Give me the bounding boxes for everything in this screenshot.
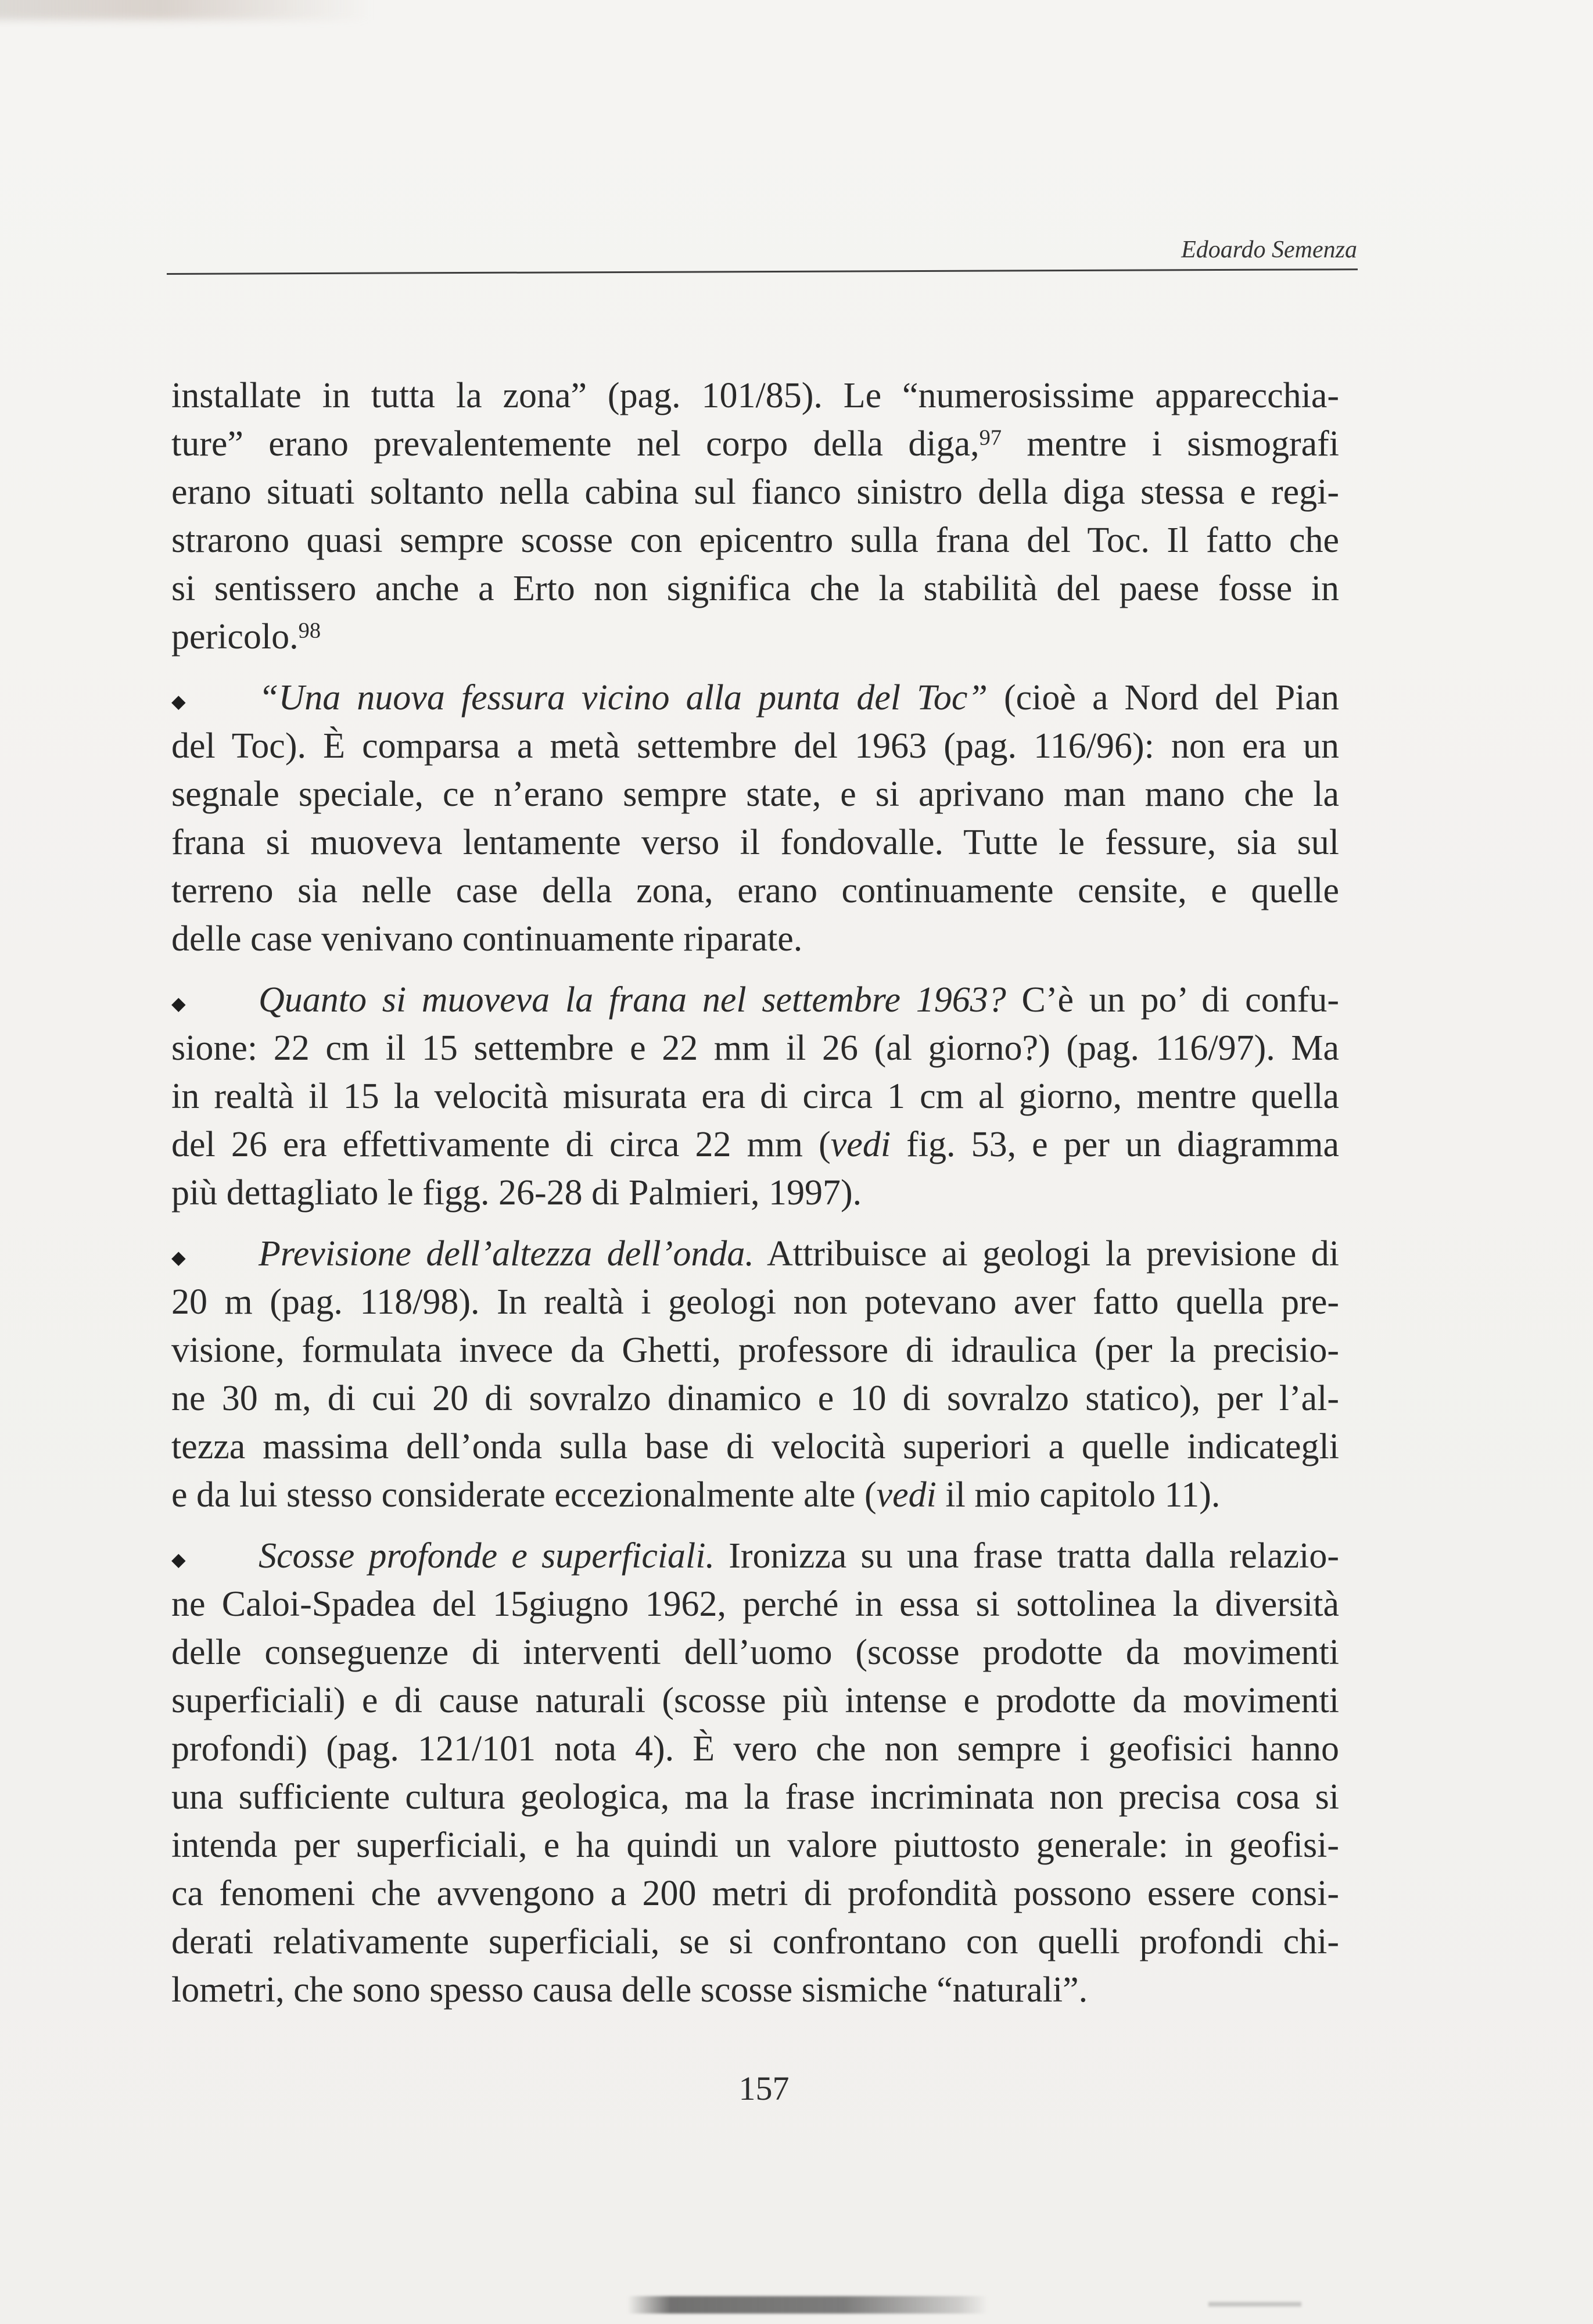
text-line: [171, 1629, 1339, 1677]
text-run: superficiali) e di cause naturali (scosse più intense e prodotte da movimenti: [171, 1681, 1339, 1720]
text-run: erano situati soltanto nella cabina sul fianco sinistro della diga stessa e regi-: [171, 472, 1339, 512]
paragraph: [171, 372, 1339, 661]
text-run: e da lui stesso considerate eccezionalmente alte (: [171, 1475, 877, 1515]
line-content: [171, 1870, 1339, 1918]
line-content: [171, 1580, 1339, 1629]
line-content: [171, 867, 1339, 915]
text-run: ca fenomeni che avvengono a 200 metri di profondità possono essere consi-: [171, 1874, 1339, 1913]
line-content: [171, 565, 1339, 613]
line-content: [171, 1326, 1339, 1375]
paragraph: [171, 1230, 1339, 1519]
text-line: [171, 517, 1339, 565]
paragraph: [171, 976, 1339, 1217]
line-content: [171, 613, 321, 661]
text-run: tezza massima dell’onda sulla base di velocità superiori a quelle indicategli: [171, 1427, 1339, 1466]
footnote-marker: 97: [979, 425, 1002, 450]
text-run: derati relativamente superficiali, se si confrontano con quelli profondi chi-: [171, 1922, 1339, 1961]
text-line: [171, 1918, 1339, 1966]
text-run: delle conseguenze di interventi dell’uomo (scosse prodotte da movimenti: [171, 1633, 1339, 1672]
text-line: [171, 1966, 1339, 2014]
line-content: [171, 915, 802, 963]
line-content: [171, 770, 1339, 819]
text-run: intenda per superficiali, e ha quindi un valore piuttosto generale: in geofisi-: [171, 1826, 1339, 1865]
italic-text: Previsione dell’altezza dell’onda.: [259, 1234, 754, 1274]
line-content: [171, 1121, 1339, 1169]
text-run: 20 m (pag. 118/98). In realtà i geologi non potevano aver fatto quella pre-: [171, 1282, 1339, 1322]
text-run: frana si muoveva lentamente verso il fondovalle. Tutte le fessure, sia sul: [171, 823, 1339, 862]
text-line: [171, 1423, 1339, 1471]
text-run: in realtà il 15 la velocità misurata era di circa 1 cm al giorno, mentre quella: [171, 1077, 1339, 1116]
text-line: [171, 1326, 1339, 1375]
scan-edge-shadow: [627, 2296, 988, 2314]
line-content: [171, 1725, 1339, 1773]
text-line: [171, 1121, 1339, 1169]
text-line: [171, 976, 1339, 1024]
line-content: [171, 420, 1339, 468]
text-line: [171, 1870, 1339, 1918]
text-line: [171, 674, 1339, 722]
line-content: [259, 1532, 1339, 1580]
line-content: [171, 1073, 1339, 1121]
line-content: [171, 1024, 1339, 1073]
text-run: del 26 era effettivamente di circa 22 mm (: [171, 1125, 831, 1164]
text-run: pericolo.: [171, 617, 299, 657]
body-text: [171, 372, 1339, 2014]
text-line: [171, 819, 1339, 867]
text-run: (cioè a Nord del Pian: [987, 678, 1339, 718]
text-run: ne 30 m, di cui 20 di sovralzo dinamico e 10 di sovralzo statico), per l’al-: [171, 1379, 1339, 1418]
line-content: [171, 1629, 1339, 1677]
paragraph: [171, 674, 1339, 963]
line-content: [171, 1375, 1339, 1423]
line-content: [171, 1423, 1339, 1471]
text-line: [171, 1375, 1339, 1423]
text-line: [171, 1471, 1339, 1519]
text-line: [171, 770, 1339, 819]
italic-text: vedi: [830, 1125, 891, 1164]
text-run: più dettagliato le figg. 26-28 di Palmieri, 1997).: [171, 1173, 862, 1213]
italic-text: Quanto si muoveva la frana nel settembre 1963?: [259, 980, 1006, 1020]
text-line: [171, 1230, 1339, 1278]
text-line: [171, 372, 1339, 420]
diamond-bullet-icon: ◆: [171, 992, 186, 1014]
line-content: [171, 517, 1339, 565]
text-run: visione, formulata invece da Ghetti, professore di idraulica (per la precisio-: [171, 1330, 1339, 1370]
line-content: [171, 1169, 862, 1217]
paragraph: [171, 1532, 1339, 2014]
italic-text: vedi: [876, 1475, 937, 1515]
line-content: [171, 372, 1339, 420]
text-line: [171, 1024, 1339, 1073]
text-run: delle case venivano continuamente riparate.: [171, 919, 803, 959]
line-content: [259, 1230, 1339, 1278]
text-line: [171, 867, 1339, 915]
header-rule: [167, 268, 1358, 275]
text-line: [171, 420, 1339, 468]
text-line: [171, 565, 1339, 613]
line-content: [259, 976, 1339, 1024]
italic-text: “Una nuova fessura vicino alla punta del Toc”: [259, 678, 988, 718]
text-run: ture” erano prevalentemente nel corpo della diga,: [171, 424, 980, 464]
text-line: [171, 1073, 1339, 1121]
text-line: [171, 1773, 1339, 1821]
text-run: C’è un po’ di confu-: [1006, 980, 1339, 1020]
line-content: [259, 674, 1339, 722]
page-number: 157: [738, 2070, 790, 2107]
line-content: [171, 1773, 1339, 1821]
running-head-author: Edoardo Semenza: [1181, 236, 1357, 263]
text-line: [171, 1677, 1339, 1725]
text-line: [171, 1532, 1339, 1580]
line-content: [171, 1278, 1339, 1326]
text-line: [171, 1278, 1339, 1326]
line-content: [171, 468, 1339, 517]
text-run: lometri, che sono spesso causa delle scosse sismiche “naturali”.: [171, 1970, 1088, 2010]
text-line: [171, 1725, 1339, 1773]
line-content: [171, 1966, 1088, 2014]
diamond-bullet-icon: ◆: [171, 690, 186, 712]
text-line: [171, 613, 1339, 661]
text-run: ne Caloi-Spadea del 15giugno 1962, perché in essa si sottolinea la diversità: [171, 1584, 1339, 1624]
text-run: si sentissero anche a Erto non significa che la stabilità del paese fosse in: [171, 569, 1339, 608]
text-run: strarono quasi sempre scosse con epicentro sulla frana del Toc. Il fatto che: [171, 521, 1339, 560]
diamond-bullet-icon: ◆: [171, 1548, 186, 1570]
text-line: [171, 1580, 1339, 1629]
text-run: una sufficiente cultura geologica, ma la frase incriminata non precisa cosa si: [171, 1777, 1339, 1817]
diamond-bullet-icon: ◆: [171, 1246, 186, 1268]
text-run: fig. 53, e per un diagramma: [891, 1125, 1340, 1164]
line-content: [171, 1677, 1339, 1725]
italic-text: Scosse profonde e superficiali.: [259, 1536, 715, 1576]
scan-smudge: [0, 0, 372, 20]
text-line: [171, 722, 1339, 770]
text-run: sione: 22 cm il 15 settembre e 22 mm il 26 (al giorno?) (pag. 116/97). Ma: [171, 1028, 1339, 1068]
footnote-marker: 98: [298, 618, 321, 643]
line-content: [171, 1918, 1339, 1966]
line-content: [171, 722, 1339, 770]
text-line: [171, 1169, 1339, 1217]
text-run: mentre i sismografi: [1002, 424, 1339, 464]
text-line: [171, 915, 1339, 963]
line-content: [171, 819, 1339, 867]
text-run: del Toc). È comparsa a metà settembre del 1963 (pag. 116/96): non era un: [171, 726, 1339, 766]
line-content: [171, 1471, 1220, 1519]
text-run: il mio capitolo 11).: [936, 1475, 1221, 1515]
text-run: Attribuisce ai geologi la previsione di: [754, 1234, 1339, 1274]
text-run: terreno sia nelle case della zona, erano continuamente censite, e quelle: [171, 871, 1339, 910]
text-line: [171, 1821, 1339, 1870]
scan-edge-shadow: [1208, 2302, 1301, 2307]
text-run: segnale speciale, ce n’erano sempre state, e si aprivano man mano che la: [171, 774, 1339, 814]
text-run: Ironizza su una frase tratta dalla relazio-: [715, 1536, 1339, 1576]
text-line: [171, 468, 1339, 517]
text-run: profondi) (pag. 121/101 nota 4). È vero che non sempre i geofisici hanno: [171, 1729, 1339, 1769]
text-run: installate in tutta la zona” (pag. 101/85). Le “numerosissime apparecchia-: [171, 376, 1339, 415]
line-content: [171, 1821, 1339, 1870]
